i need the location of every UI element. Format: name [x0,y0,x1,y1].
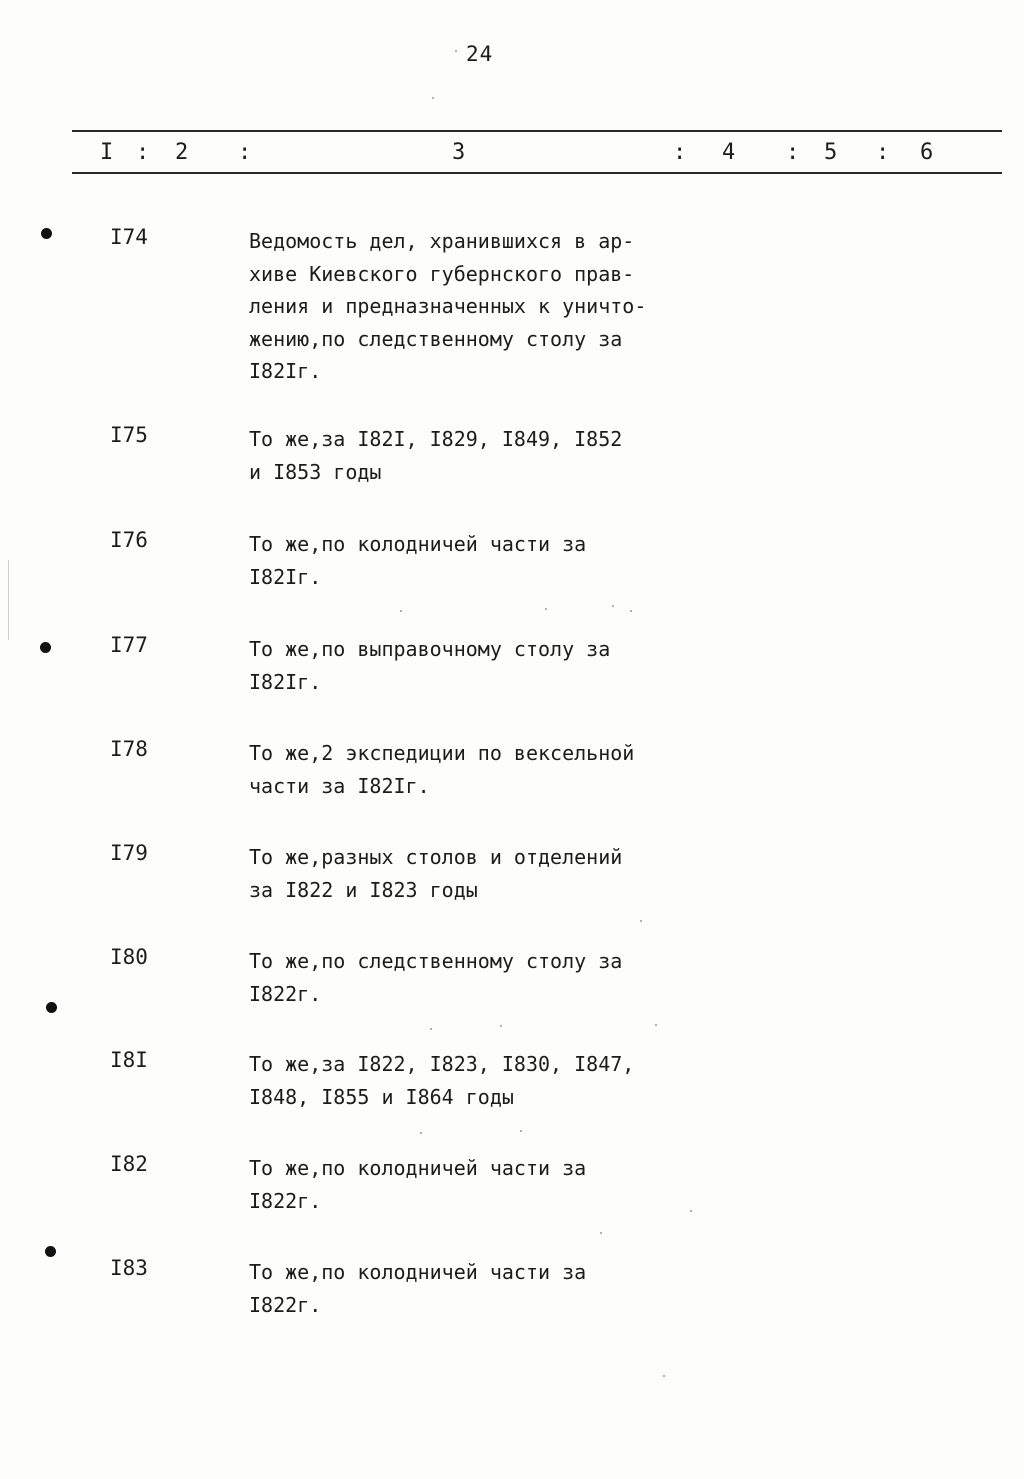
header-separator: : [876,140,890,165]
row-number: I79 [110,841,148,865]
page-number: 24 [466,42,494,66]
row-number: I76 [110,528,148,552]
row-number: I74 [110,225,148,249]
header-col-5: 5 [824,140,838,165]
header-top-rule [72,130,1002,132]
scan-speck [663,1375,665,1377]
scan-speck [432,97,434,99]
row-description: Ведомость дел, хранившихся в ар- хиве Киевского губернского прав- ления и предназначенных к уничто- жению,по следственному столу за I82Iг. [249,229,647,383]
scan-speck [600,1232,602,1234]
row-number: I78 [110,737,148,761]
row-description: То же,за I822, I823, I830, I847, I848, I855 и I864 годы [249,1052,635,1109]
row-number: I80 [110,945,148,969]
row-description: То же,по колодничей части за I822г. [249,1156,587,1213]
scan-margin-line [8,560,9,640]
scan-speck [400,610,402,612]
header-separator: : [238,140,252,165]
header-col-1: I [100,140,114,165]
scan-speck [420,1132,422,1134]
row-description: То же,по колодничей части за I822г. [249,1260,587,1317]
scan-speck [500,1025,502,1027]
scan-speck [630,610,632,612]
scan-speck [430,1028,432,1030]
scan-speck [545,608,547,610]
scan-speck [455,50,457,52]
row-number: I83 [110,1256,148,1280]
header-separator: : [786,140,800,165]
row-description: То же,2 экспедиции по вексельной части за I82Iг. [249,741,635,798]
scan-speck [655,1024,657,1026]
row-description: То же,за I82I, I829, I849, I852 и I853 годы [249,427,623,484]
header-separator: : [673,140,687,165]
row-description: То же,разных столов и отделений за I822 и I823 годы [249,845,623,902]
row-description: То же,по колодничей части за I82Iг. [249,532,587,589]
header-col-2: 2 [175,140,189,165]
scan-speck [640,920,642,922]
scan-speck [520,1130,522,1132]
punch-hole-mark [45,1246,56,1257]
scan-speck [690,1210,692,1212]
scan-speck [612,605,614,607]
row-number: I77 [110,633,148,657]
row-number: I8I [110,1048,148,1072]
row-number: I82 [110,1152,148,1176]
row-description: То же,по следственному столу за I822г. [249,949,623,1006]
header-col-3: 3 [452,140,466,165]
punch-hole-mark [40,642,51,653]
punch-hole-mark [46,1002,57,1013]
row-number: I75 [110,423,148,447]
header-col-4: 4 [722,140,736,165]
header-bottom-rule [72,172,1002,174]
header-separator: : [136,140,150,165]
punch-hole-mark [41,228,52,239]
row-description: То же,по выправочному столу за I82Iг. [249,637,611,694]
header-col-6: 6 [920,140,934,165]
